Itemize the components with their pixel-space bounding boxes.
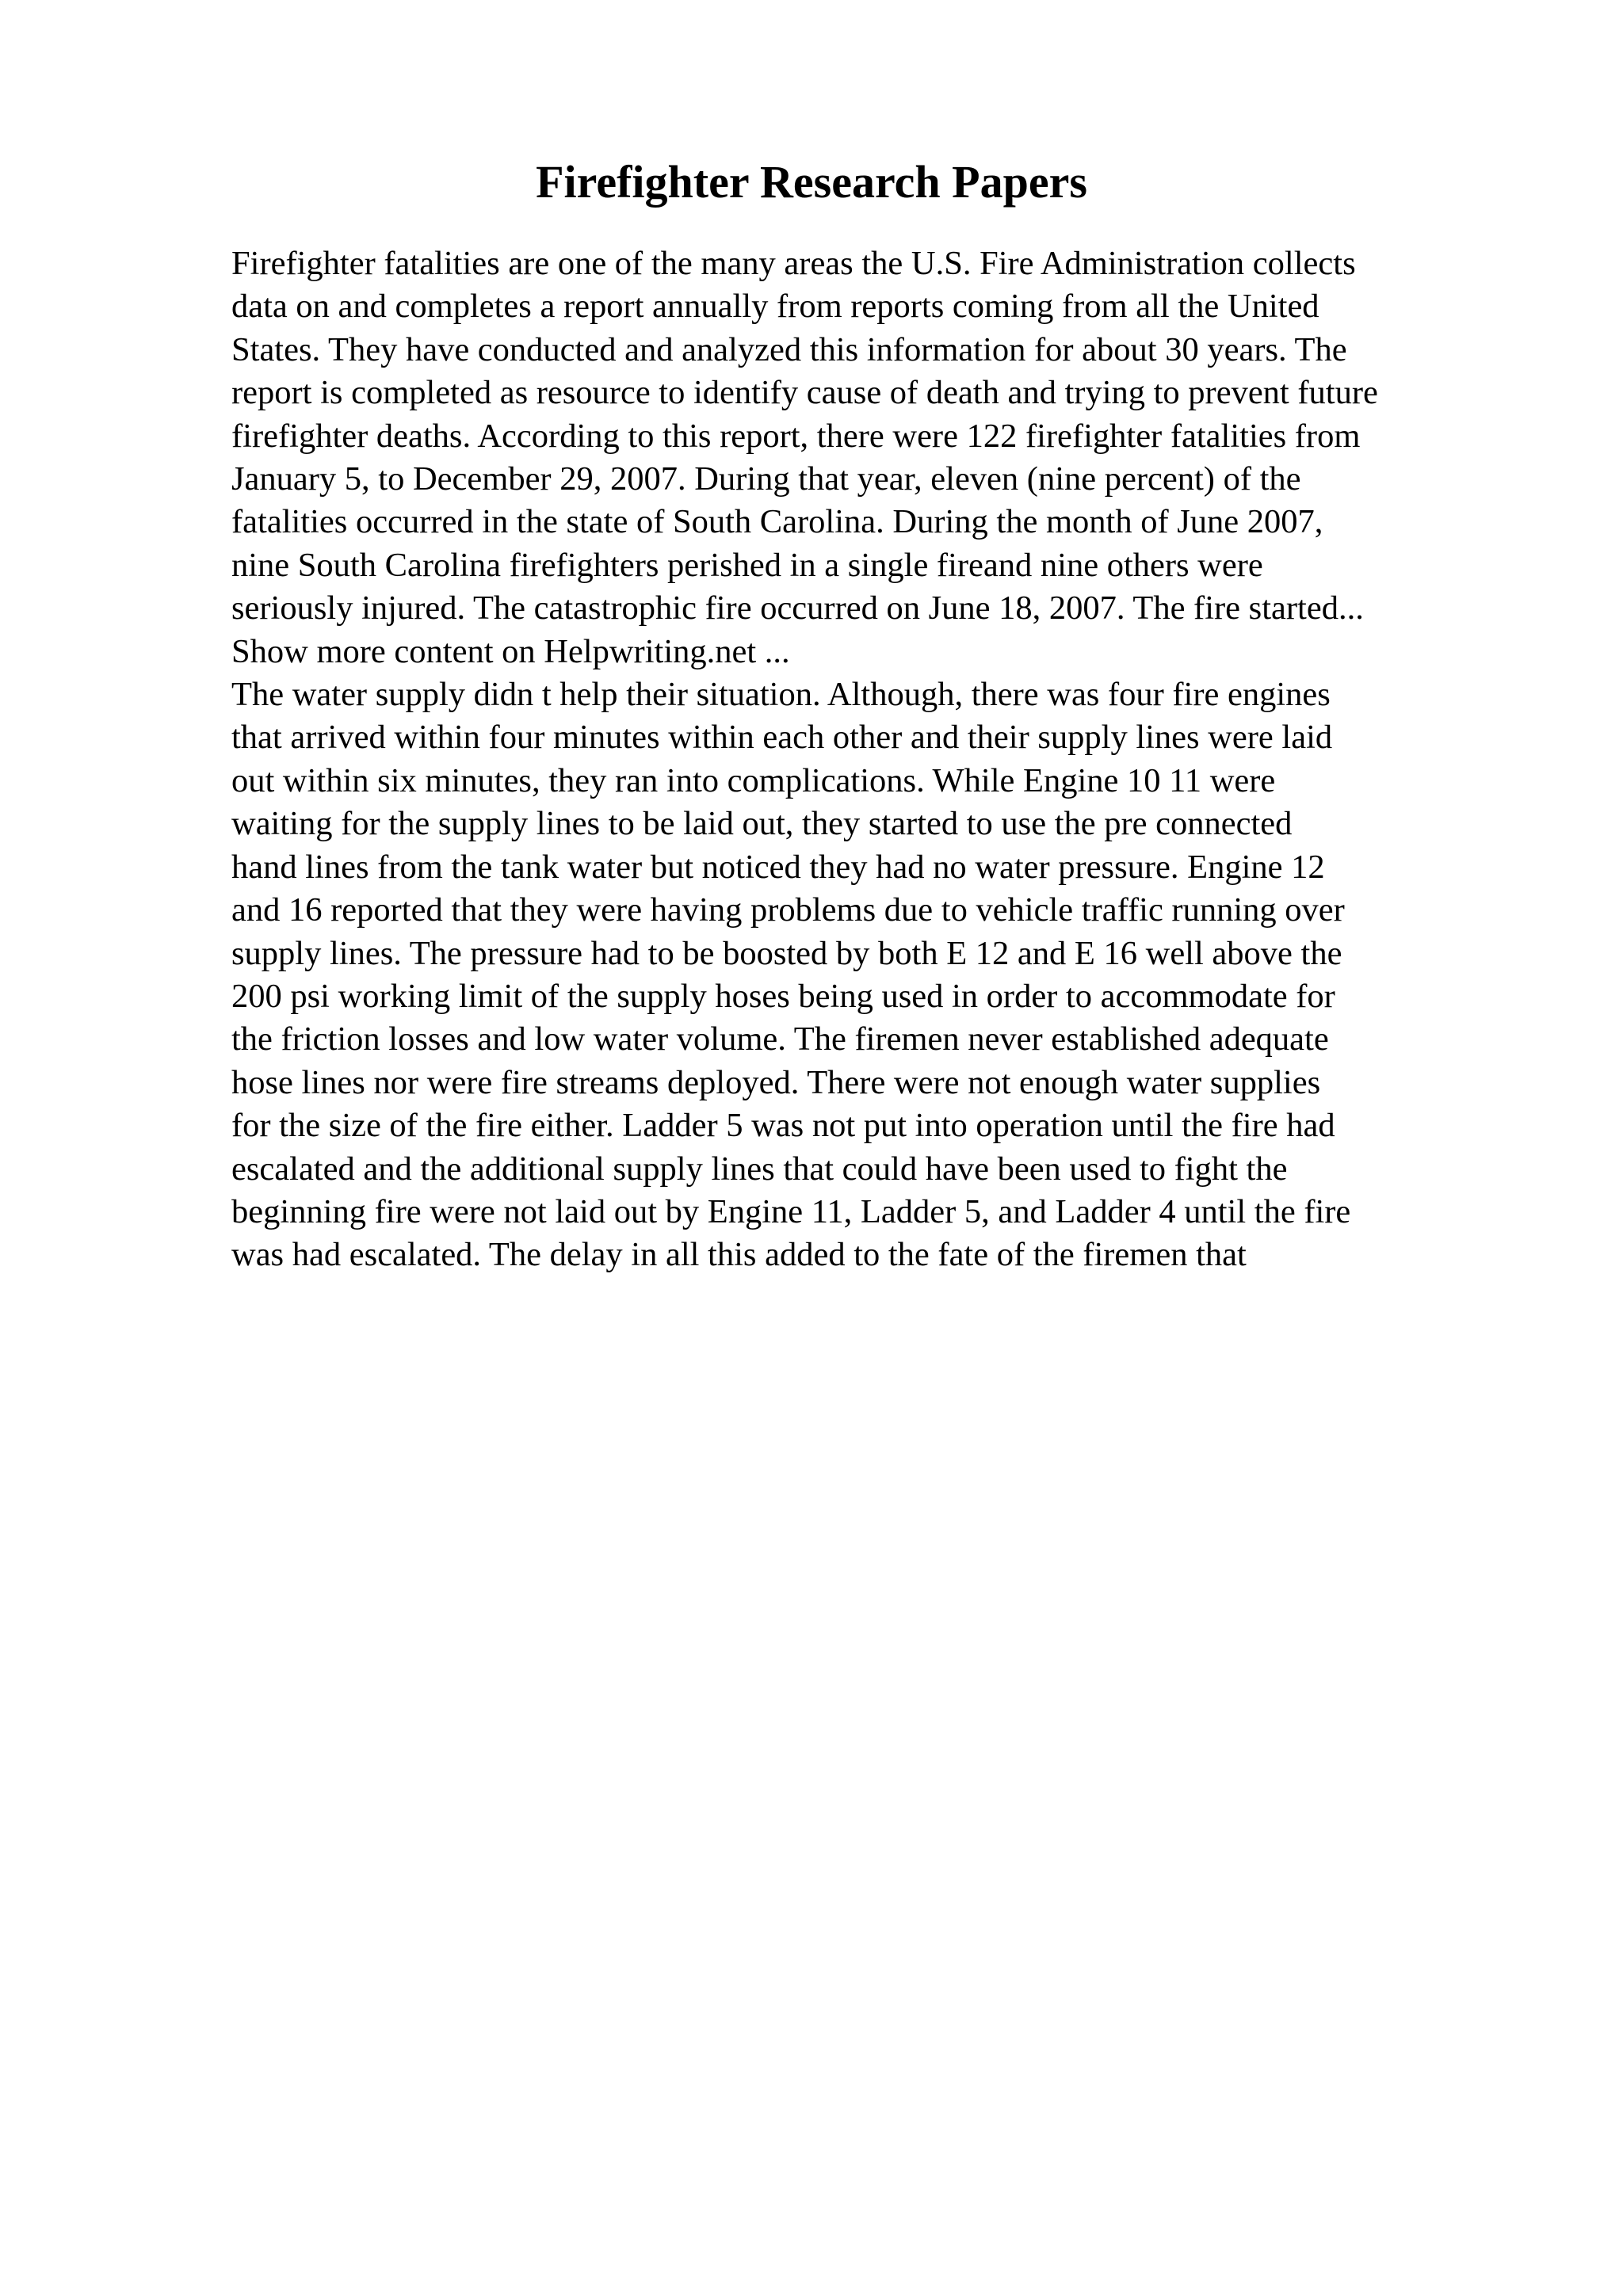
text-line: waiting for the supply lines to be laid out, they started to use the pre connected (231, 805, 1293, 843)
text-line: 200 psi working limit of the supply hoses being used in order to accommodate for (231, 977, 1335, 1015)
text-line: nine South Carolina firefighters perished in a single fireand nine others were (231, 546, 1263, 584)
text-line: supply lines. The pressure had to be boosted by both E 12 and E 16 well above the (231, 934, 1342, 972)
text-line: States. They have conducted and analyzed this information for about 30 years. The (231, 330, 1347, 368)
text-line: the friction losses and low water volume. The firemen never established adequate (231, 1020, 1329, 1058)
text-line: out within six minutes, they ran into complications. While Engine 10 11 were (231, 761, 1276, 799)
document-body (231, 242, 1515, 1277)
text-line: January 5, to December 29, 2007. During that year, eleven (nine percent) of the (231, 460, 1301, 498)
text-line: escalated and the additional supply lines that could have been used to fight the (231, 1150, 1288, 1188)
text-line: was had escalated. The delay in all this added to the fate of the firemen that (231, 1236, 1247, 1274)
text-line: data on and completes a report annually from reports coming from all the United (231, 288, 1319, 326)
text-line: Firefighter fatalities are one of the many areas the U.S. Fire Administration collects (231, 245, 1356, 282)
text-line: Show more content on Helpwriting.net ... (231, 632, 790, 670)
page-title: Firefighter Research Papers (536, 156, 1087, 208)
text-line: and 16 reported that they were having problems due to vehicle traffic running over (231, 891, 1345, 929)
text-line: seriously injured. The catastrophic fire occurred on June 18, 2007. The fire started... (231, 589, 1364, 627)
text-line: beginning fire were not laid out by Engine 11, Ladder 5, and Ladder 4 until the fire (231, 1192, 1351, 1230)
text-line: fatalities occurred in the state of South Carolina. During the month of June 2007, (231, 503, 1323, 541)
text-line: The water supply didn t help their situation. Although, there was four fire engines (231, 676, 1331, 714)
text-line: that arrived within four minutes within each other and their supply lines were laid (231, 719, 1333, 757)
text-line: report is completed as resource to identify cause of death and trying to prevent future (231, 374, 1378, 412)
text-line: for the size of the fire either. Ladder 5 was not put into operation until the fire had (231, 1107, 1335, 1145)
text-line: hose lines nor were fire streams deployed. There were not enough water supplies (231, 1063, 1321, 1101)
text-line: hand lines from the tank water but noticed they had no water pressure. Engine 12 (231, 848, 1325, 886)
text-line: firefighter deaths. According to this report, there were 122 firefighter fatalities from (231, 417, 1361, 455)
